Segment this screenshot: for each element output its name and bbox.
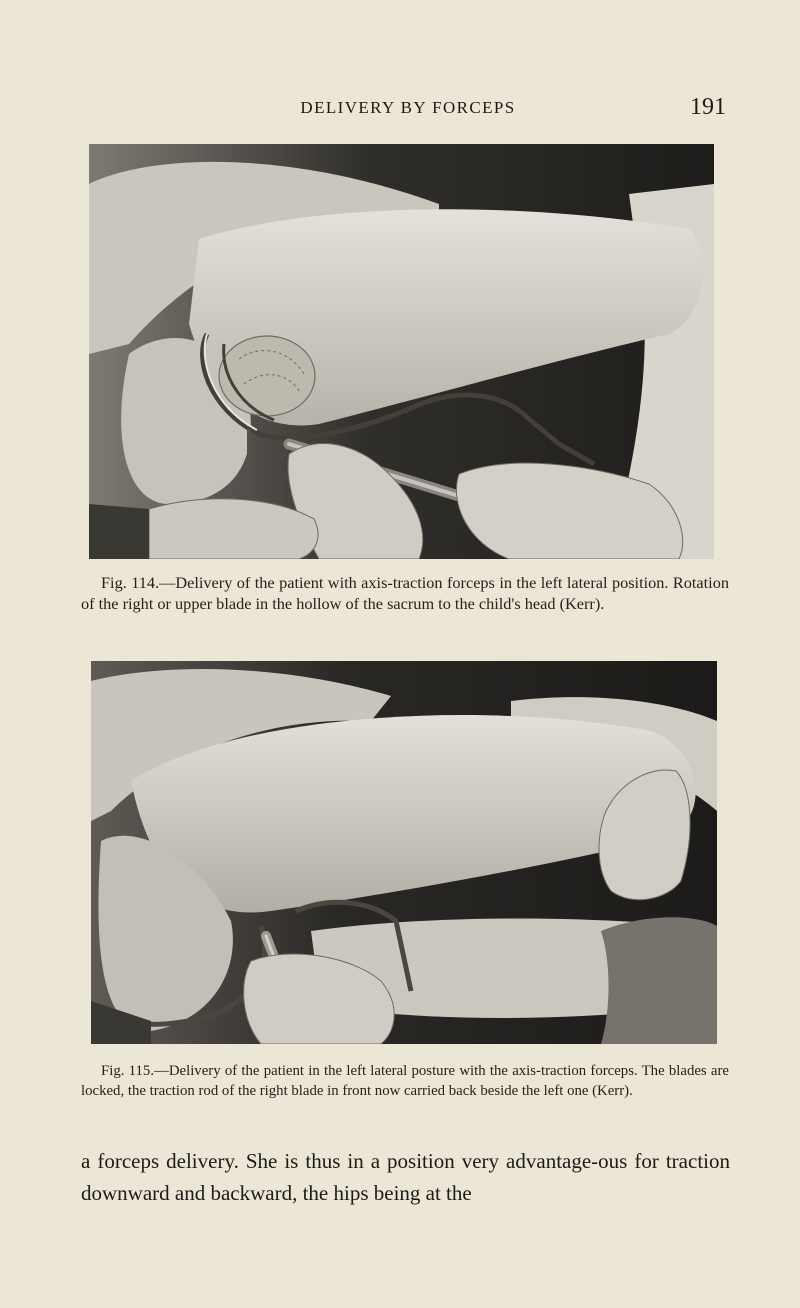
figure-114-photograph: [89, 144, 714, 559]
figure-115-caption: [81, 1061, 729, 1101]
figure-115-caption-text: Fig. 115.—Delivery of the patient in the left lateral posture with the axis-traction forceps. The blades are locked, the traction rod of the right blade in front now carried back beside the left one (Kerr).: [81, 1063, 729, 1099]
body-paragraph-text: a forceps delivery. She is thus in a position very advantage-ous for traction downward and backward, the hips being at the: [81, 1149, 730, 1205]
body-paragraph: [81, 1145, 730, 1209]
figure-115-photograph: [91, 661, 717, 1044]
figure-114-illustration: [89, 144, 714, 559]
figure-114-caption-text: Fig. 114.—Delivery of the patient with axis-traction forceps in the left lateral position. Rotation of the right or upper blade in the hollow of the sacrum to the child's head (Kerr).: [81, 573, 729, 613]
running-title: DELIVERY BY FORCEPS: [300, 98, 516, 117]
figure-114-caption: [81, 572, 729, 614]
running-head: [90, 94, 726, 124]
page-number: 191: [690, 94, 726, 120]
figure-115-illustration: [91, 661, 717, 1044]
